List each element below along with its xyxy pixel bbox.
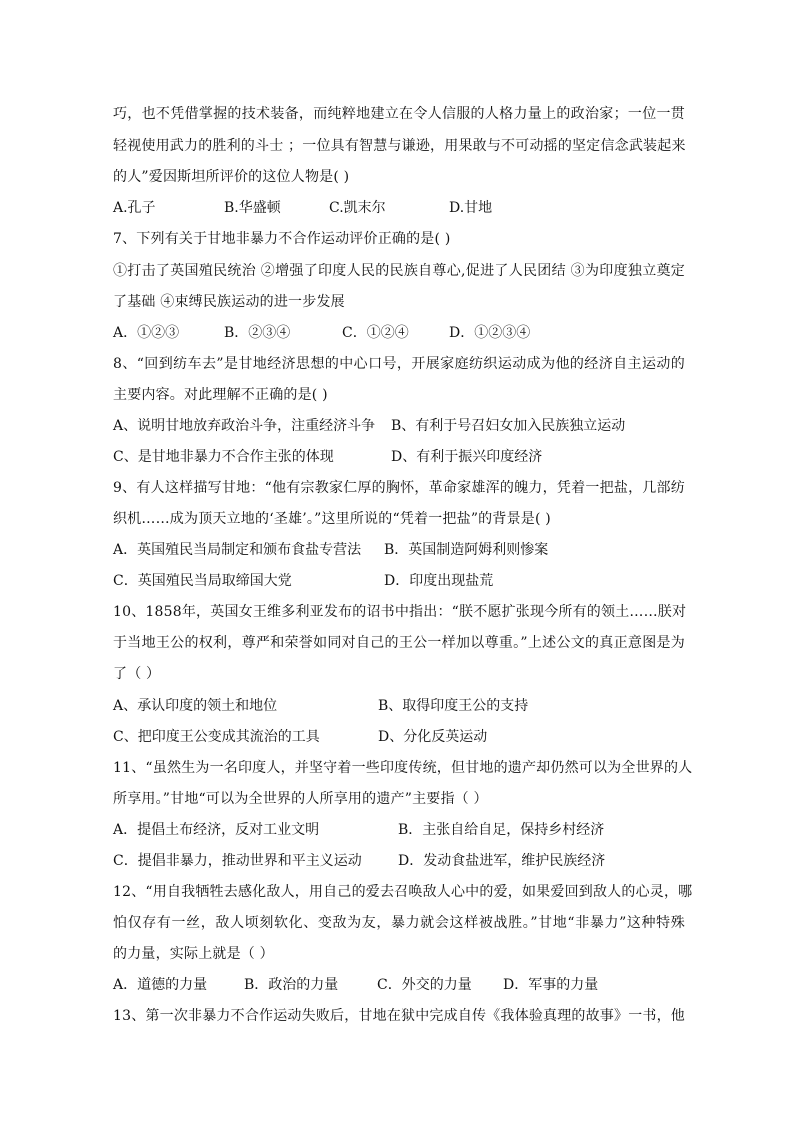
q9-options-row-1 — [113, 540, 693, 560]
q7-items-line-1: ①打击了英国殖民统治 ②增强了印度人民的民族自尊心,促进了人民团结 ③为印度独立奠定 — [113, 263, 685, 279]
q7-option-d: D．①②③④ — [449, 325, 531, 341]
q6-line-3: 的人”爱因斯坦所评价的这位人物是( ) — [113, 169, 350, 185]
q6-option-c: C.凯末尔 — [329, 200, 386, 216]
q11-line-1: 11、“虽然生为一名印度人，并坚守着一些印度传统，但甘地的遗产却仍然可以为全世界的人 — [113, 760, 693, 776]
q12-option-a: A．道德的力量 — [113, 977, 208, 993]
q8-option-d: D、有利于振兴印度经济 — [391, 449, 543, 465]
q8-options-row-2 — [113, 447, 693, 467]
q7-items-line-2: 了基础 ④束缚民族运动的进一步发展 — [113, 294, 345, 310]
q10-options-row-2 — [113, 727, 693, 747]
q12-option-d: D．军事的力量 — [503, 977, 599, 993]
q6-option-d: D.甘地 — [449, 200, 493, 216]
q11-line-2: 所享用。”甘地“可以为全世界的人所享用的遗产”主要指（ ） — [113, 791, 488, 807]
q10-line-2: 于当地王公的权利，尊严和荣誉如同对自己的王公一样加以尊重。”上述公文的真正意图是为 — [113, 635, 685, 651]
q8-option-a: A、说明甘地放弃政治斗争，注重经济斗争 — [113, 418, 376, 434]
q12-line-3: 的力量，实际上就是（ ） — [113, 946, 274, 962]
q7-options — [113, 323, 693, 343]
q10-option-a: A、承认印度的领土和地位 — [113, 698, 278, 714]
q12-line-2: 怕仅存有一丝，敌人顷刻软化、变敌为友，暴力就会这样被战胜。”甘地“非暴力”这种特殊 — [113, 915, 685, 931]
q8-option-c: C、是甘地非暴力不合作主张的体现 — [113, 449, 334, 465]
q6-option-b: B.华盛顿 — [224, 200, 281, 216]
q12-option-b: B．政治的力量 — [244, 977, 339, 993]
q11-option-b: B．主张自给自足，保持乡村经济 — [398, 822, 605, 838]
q8-option-b: B、有利于号召妇女加入民族独立运动 — [391, 418, 626, 434]
q10-line-3: 了（ ） — [113, 666, 161, 682]
q6-line-1: 巧，也不凭借掌握的技术装备，而纯粹地建立在令人信服的人格力量上的政治家；一位一贯 — [113, 106, 685, 122]
q9-option-d: D．印度出现盐荒 — [384, 573, 494, 589]
q7-option-c: C．①②④ — [342, 325, 409, 341]
q6-line-2: 轻视使用武力的胜利的斗士 ；一位具有智慧与谦逊，用果敢与不可动摇的坚定信念武装起来 — [113, 138, 686, 154]
q9-option-b: B．英国制造阿姆利则惨案 — [384, 542, 549, 558]
q10-option-c: C、把印度王公变成其流治的工具 — [113, 729, 320, 745]
q6-option-a: A.孔子 — [113, 200, 156, 216]
q10-option-b: B、取得印度王公的支持 — [378, 698, 529, 714]
q9-line-1: 9、有人这样描写甘地：“他有宗教家仁厚的胸怀，革命家雄浑的魄力，凭着一把盐，几部纺 — [113, 480, 685, 496]
q10-option-d: D、分化反英运动 — [378, 729, 488, 745]
q12-line-1: 12、“用自我牺牲去感化敌人，用自己的爱去召唤敌人心中的爱，如果爱回到敌人的心灵，哪 — [113, 884, 693, 900]
q10-options-row-1 — [113, 696, 693, 716]
q7-option-a: A．①②③ — [113, 325, 180, 341]
q8-line-2: 主要内容。对此理解不正确的是( ) — [113, 387, 328, 403]
q9-options-row-2 — [113, 571, 693, 591]
q6-options — [113, 198, 693, 218]
q9-option-c: C．英国殖民当局取缔国大党 — [113, 573, 292, 589]
q11-option-c: C．提倡非暴力，推动世界和平主义运动 — [113, 853, 362, 869]
q10-line-1: 10、1858年，英国女王维多利亚发布的诏书中指出：“朕不愿扩张现今所有的领土……朕对 — [113, 604, 687, 620]
q11-options-row-2 — [113, 851, 693, 871]
q8-line-1: 8、“回到纺车去”是甘地经济思想的中心口号，开展家庭纺织运动成为他的经济自主运动的 — [113, 356, 685, 372]
q13-line-1: 13、第一次非暴力不合作运动失败后，甘地在狱中完成自传《我体验真理的故事》一书，他 — [113, 1008, 686, 1024]
q7-stem: 7、下列有关于甘地非暴力不合作运动评价正确的是( ) — [113, 231, 451, 247]
q9-option-a: A．英国殖民当局制定和颁布食盐专营法 — [113, 542, 362, 558]
q7-option-b: B．②③④ — [224, 325, 291, 341]
q11-options-row-1 — [113, 820, 693, 840]
q8-options-row-1 — [113, 416, 693, 436]
q11-option-d: D．发动食盐进军，维护民族经济 — [398, 853, 606, 869]
q11-option-a: A．提倡土布经济，反对工业文明 — [113, 822, 320, 838]
q12-option-c: C．外交的力量 — [377, 977, 472, 993]
q12-options — [113, 975, 693, 995]
q9-line-2: 织机……成为顶天立地的‘圣雄’。”这里所说的“凭着一把盐”的背景是( ) — [113, 511, 551, 527]
